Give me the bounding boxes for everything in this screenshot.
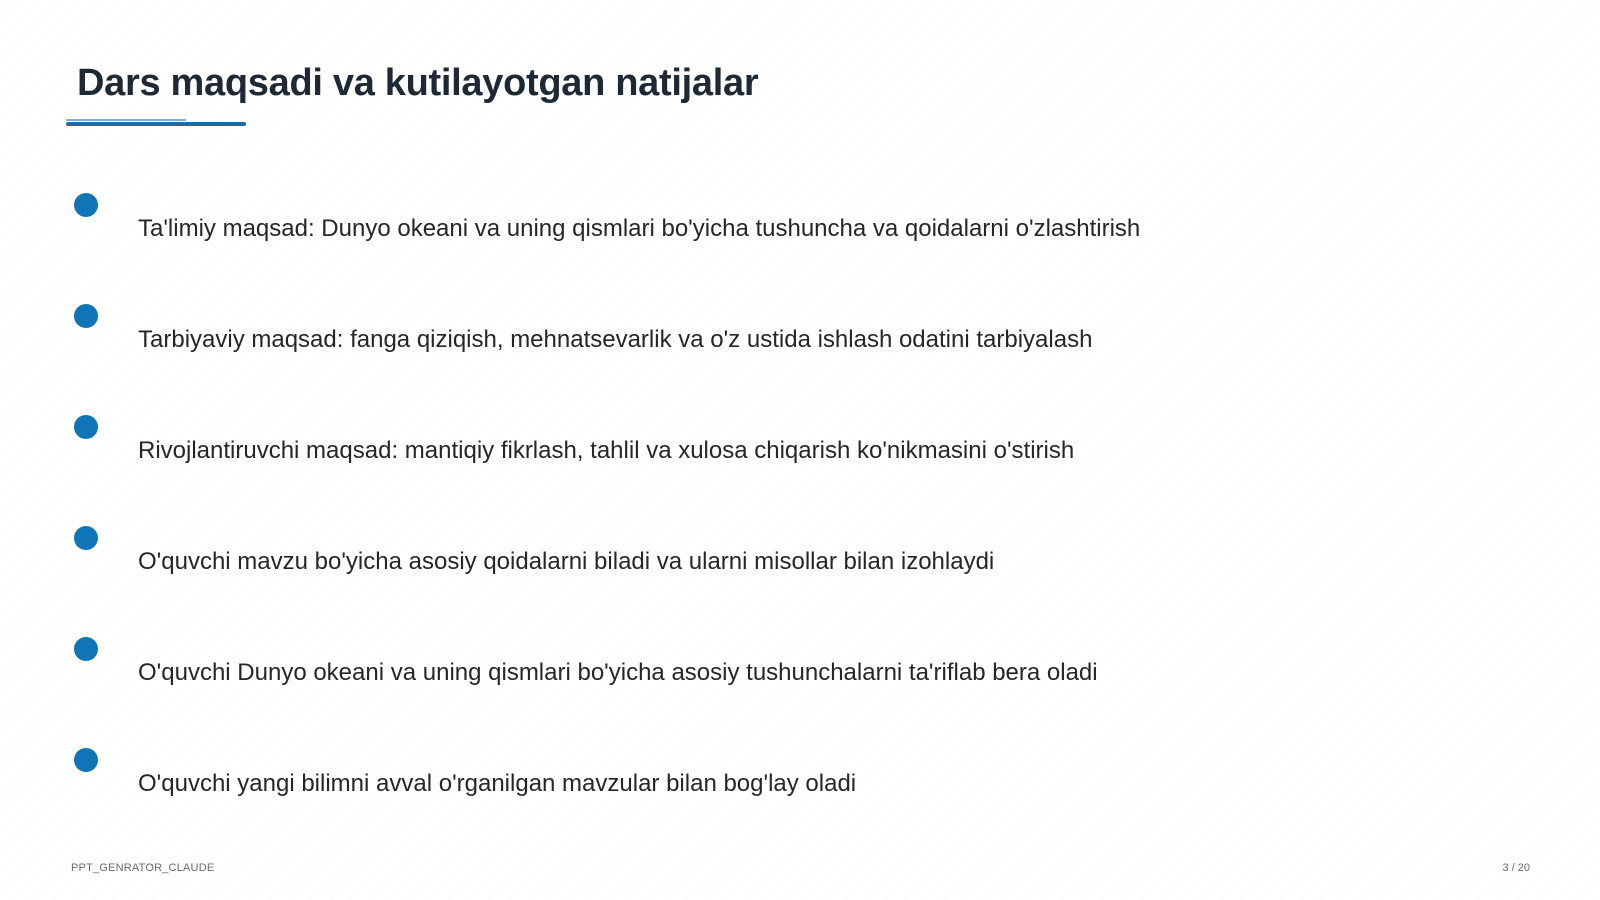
bullet-dot-icon (74, 415, 98, 439)
bullet-dot-icon (74, 526, 98, 550)
bullet-text: Tarbiyaviy maqsad: fanga qiziqish, mehnatsevarlik va o'z ustida ishlash odatini tarbiyalash (138, 326, 1093, 353)
bullet-text: O'quvchi yangi bilimni avval o'rganilgan mavzular bilan bog'lay oladi (138, 770, 857, 797)
bullet-text: Ta'limiy maqsad: Dunyo okeani va uning qismlari bo'yicha tushuncha va qoidalarni o'zlashtirish (138, 215, 1141, 242)
page-number: 3 / 20 (1502, 862, 1530, 874)
bullet-dot-icon (74, 304, 98, 328)
bullet-item (74, 415, 1554, 485)
bullet-dot-icon (74, 193, 98, 217)
slide-title: Dars maqsadi va kutilayotgan natijalar (77, 62, 759, 104)
bullet-item (74, 748, 1554, 818)
bullet-dot-icon (74, 748, 98, 772)
bullet-text: Rivojlantiruvchi maqsad: mantiqiy fikrlash, tahlil va xulosa chiqarish ko'nikmasini o'stirish (138, 437, 1075, 464)
bullet-text: O'quvchi mavzu bo'yicha asosiy qoidalarni biladi va ularni misollar bilan izohlaydi (138, 548, 995, 575)
footer-label: PPT_GENRATOR_CLAUDE (71, 862, 215, 874)
bullet-item (74, 193, 1554, 263)
bullet-item (74, 526, 1554, 596)
bullet-text: O'quvchi Dunyo okeani va uning qismlari bo'yicha asosiy tushunchalarni ta'riflab bera oladi (138, 659, 1098, 686)
bullet-dot-icon (74, 637, 98, 661)
bullet-item (74, 304, 1554, 374)
bullet-item (74, 637, 1554, 707)
